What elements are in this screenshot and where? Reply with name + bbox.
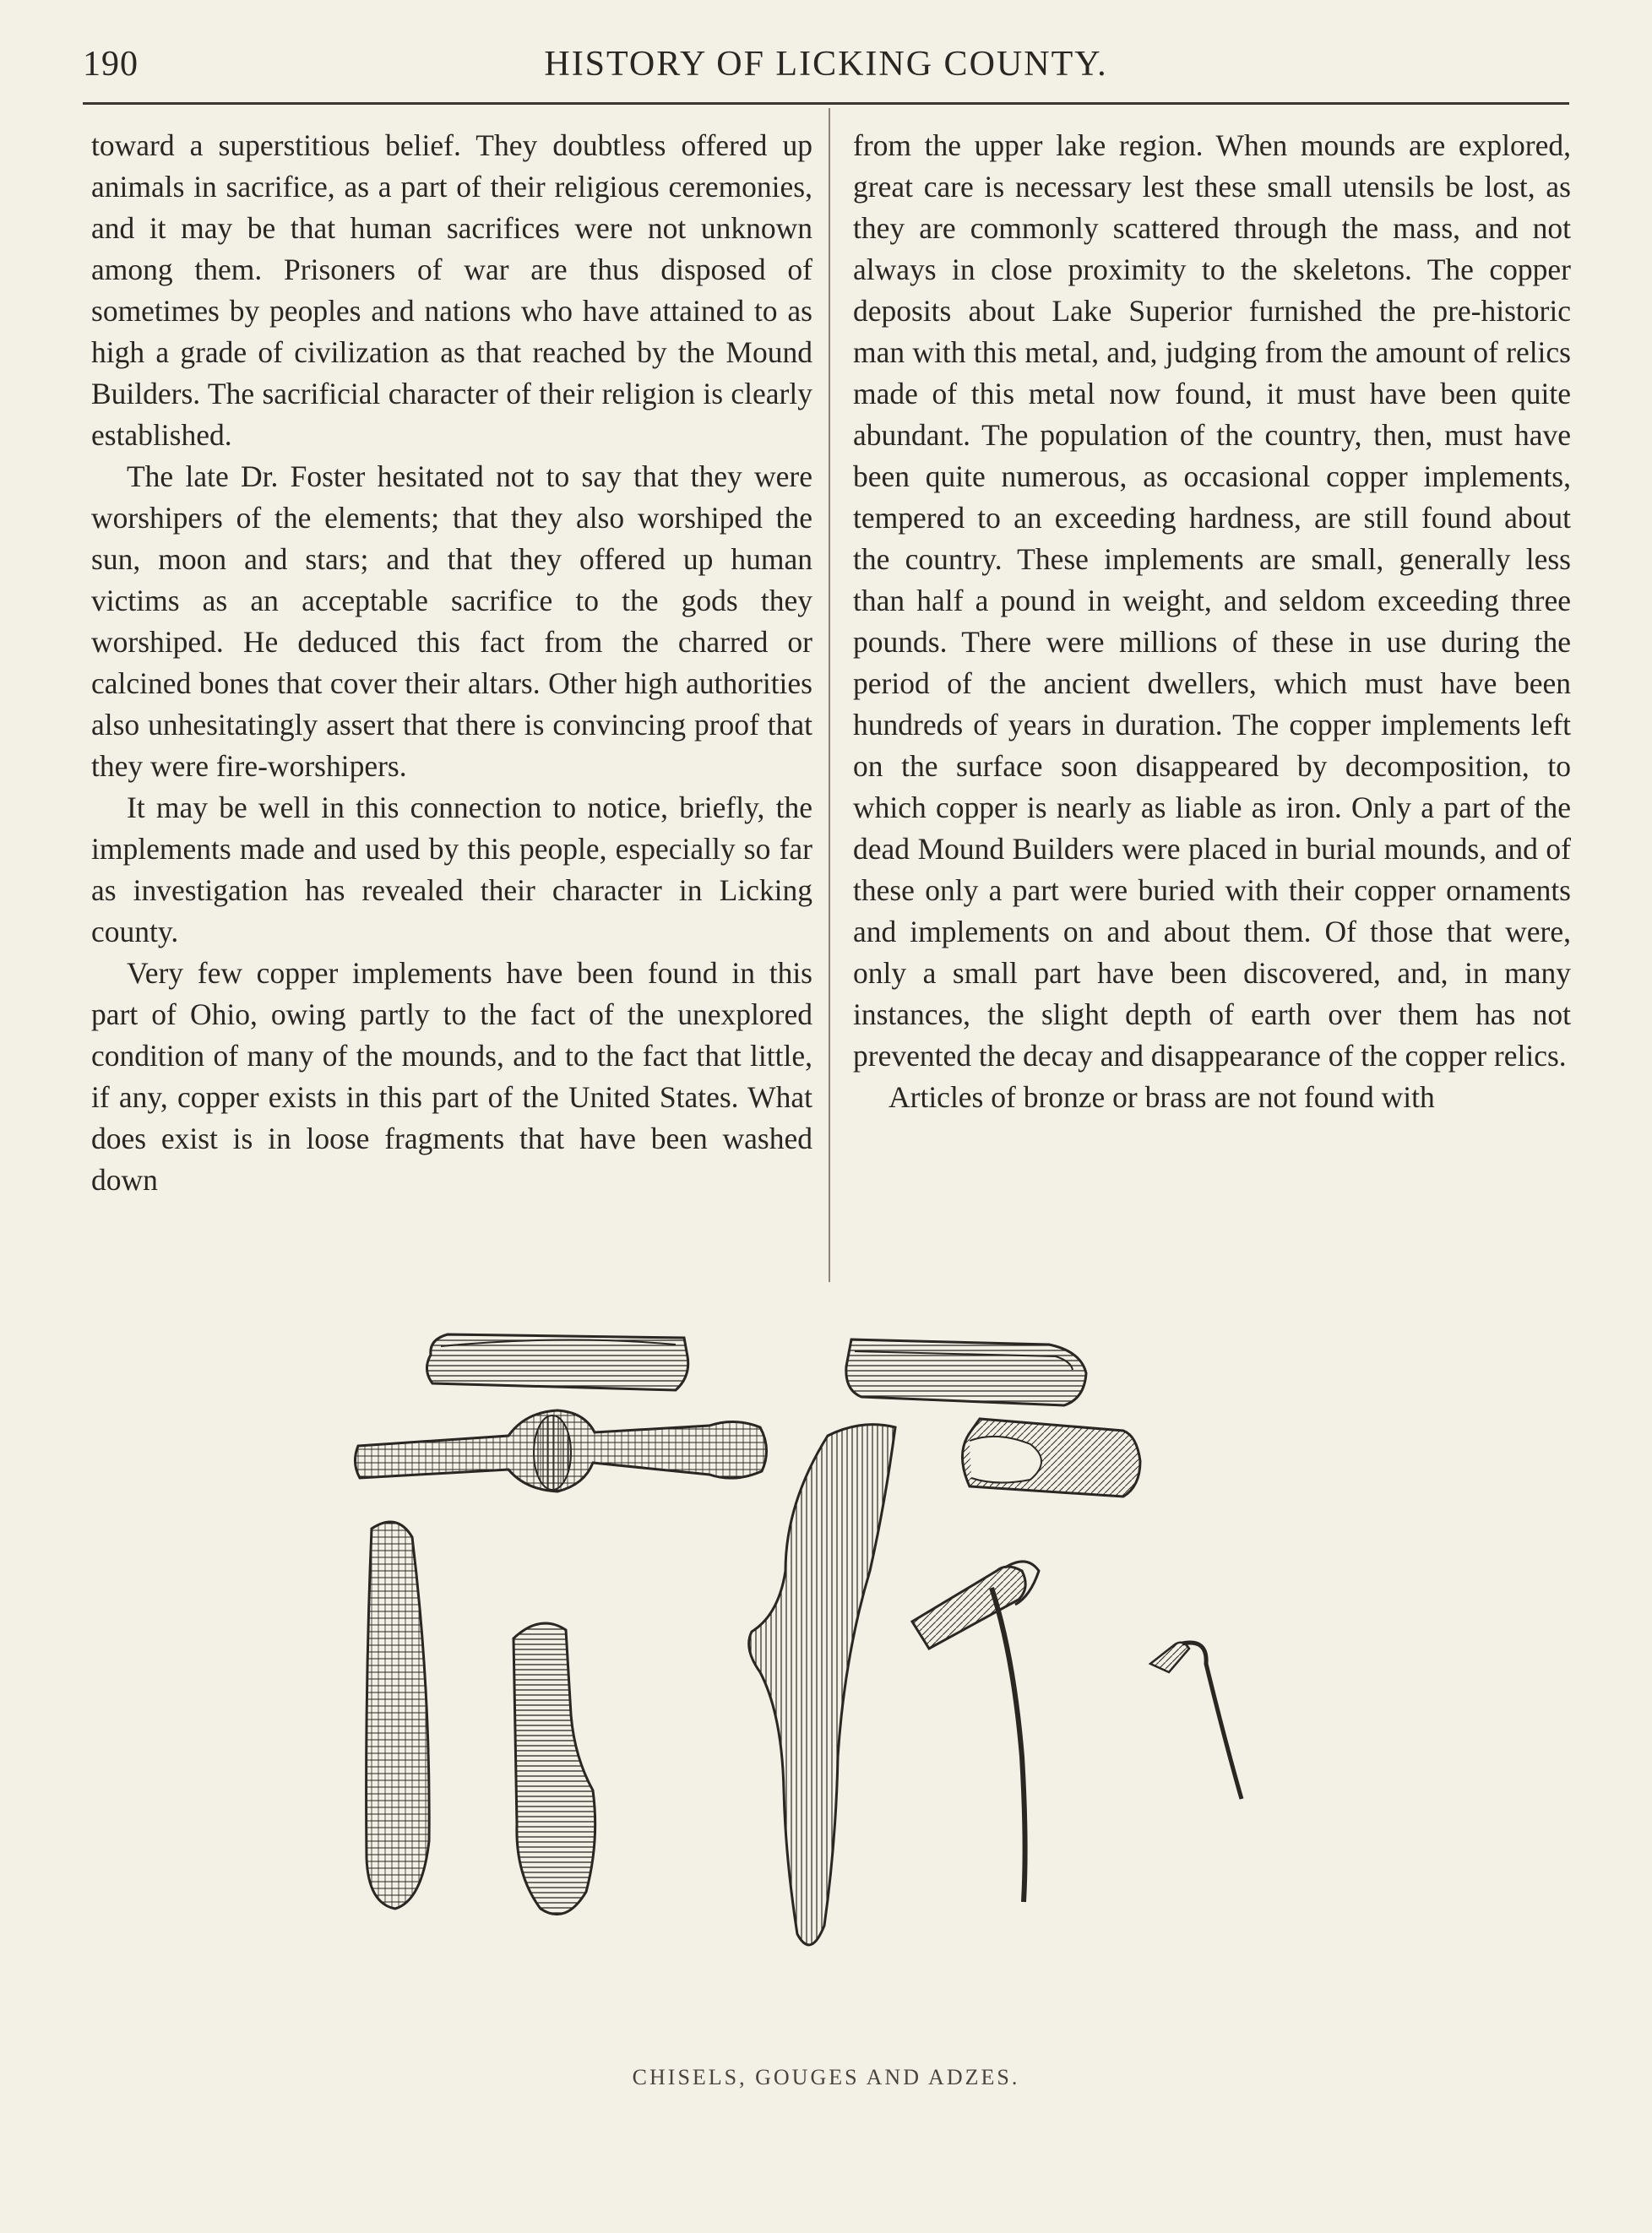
chisel-top-left xyxy=(427,1334,687,1390)
figure-caption: CHISELS, GOUGES AND ADZES. xyxy=(632,2065,1020,2089)
running-head: HISTORY OF LICKING COUNTY. xyxy=(544,45,1108,84)
small-hafted-tool xyxy=(1150,1643,1242,1799)
paragraph: It may be well in this connection to notice, briefly, the implements made and used by this people, especially so far as investigation has revealed their character in Licking county. xyxy=(91,791,812,948)
chisel-top-right xyxy=(846,1339,1086,1405)
stone-chisel xyxy=(367,1522,430,1909)
left-column xyxy=(91,125,812,1201)
implements-illustration xyxy=(287,1318,1402,2061)
column-divider xyxy=(829,108,830,1282)
paragraph: Articles of bronze or brass are not found with xyxy=(888,1080,1435,1114)
hafted-adze xyxy=(912,1562,1039,1902)
notched-gouge xyxy=(514,1623,595,1915)
header-rule xyxy=(83,102,1569,105)
gouge-right xyxy=(962,1419,1140,1497)
socketed-gouge xyxy=(355,1410,766,1491)
paragraph: from the upper lake region. When mounds are explored, great care is necessary lest these small utensils be lost, as they are commonly scattered through the mass, and not always in close proximity to the skeletons. The copper deposits about Lake Superior furnished the pre-historic man with this metal, and, judging from the amount of relics made of this metal now found, it must have been quite abundant. The population of the country, then, must have been quite numerous, as occasional copper implements, tempered to an exceeding hardness, are still found about the country. These implements are small, generally less than half a pound in weight, and seldom exceeding three pounds. There were millions of these in use during the period of the ancient dwellers, which must have been hundreds of years in duration. The copper implements left on the surface soon disappeared by decomposition, to which copper is nearly as liable as iron. Only a part of the dead Mound Builders were placed in burial mounds, and of these only a part were buried with their copper ornaments and implements on and about them. Of those that were, only a small part have been discovered, and, in many instances, the slight depth of earth over them has not prevented the decay and disappearance of the copper relics. xyxy=(853,128,1571,1073)
right-column xyxy=(853,125,1571,1118)
paragraph: The late Dr. Foster hesitated not to say that they were worshipers of the elements; that they also worshiped the sun, moon and stars; and that they offered up human victims as an acceptable sacrifice to the gods they worshiped. He deduced this fact from the charred or calcined bones that cover their altars. Other high authorities also unhesitatingly assert that there is convincing proof that they were fire-worshipers. xyxy=(91,459,812,783)
curved-adze xyxy=(749,1425,895,1945)
paragraph: toward a superstitious belief. They doubtless offered up animals in sacrifice, as a part of their religious ceremonies, and it may be that human sacrifices were not unknown among them. Prisoners of war are thus disposed of sometimes by peoples and nations who have attained to as high a grade of civilization as that reached by the Mound Builders. The sacrificial character of their religion is clearly established. xyxy=(91,128,812,452)
page-number: 190 xyxy=(83,45,139,84)
paragraph: Very few copper implements have been found in this part of Ohio, owing partly to the fact of the unexplored condition of many of the mounds, and to the fact that little, if any, copper exists in this part of the United States. What does exist is in loose fragments that have been washed down xyxy=(91,956,812,1197)
